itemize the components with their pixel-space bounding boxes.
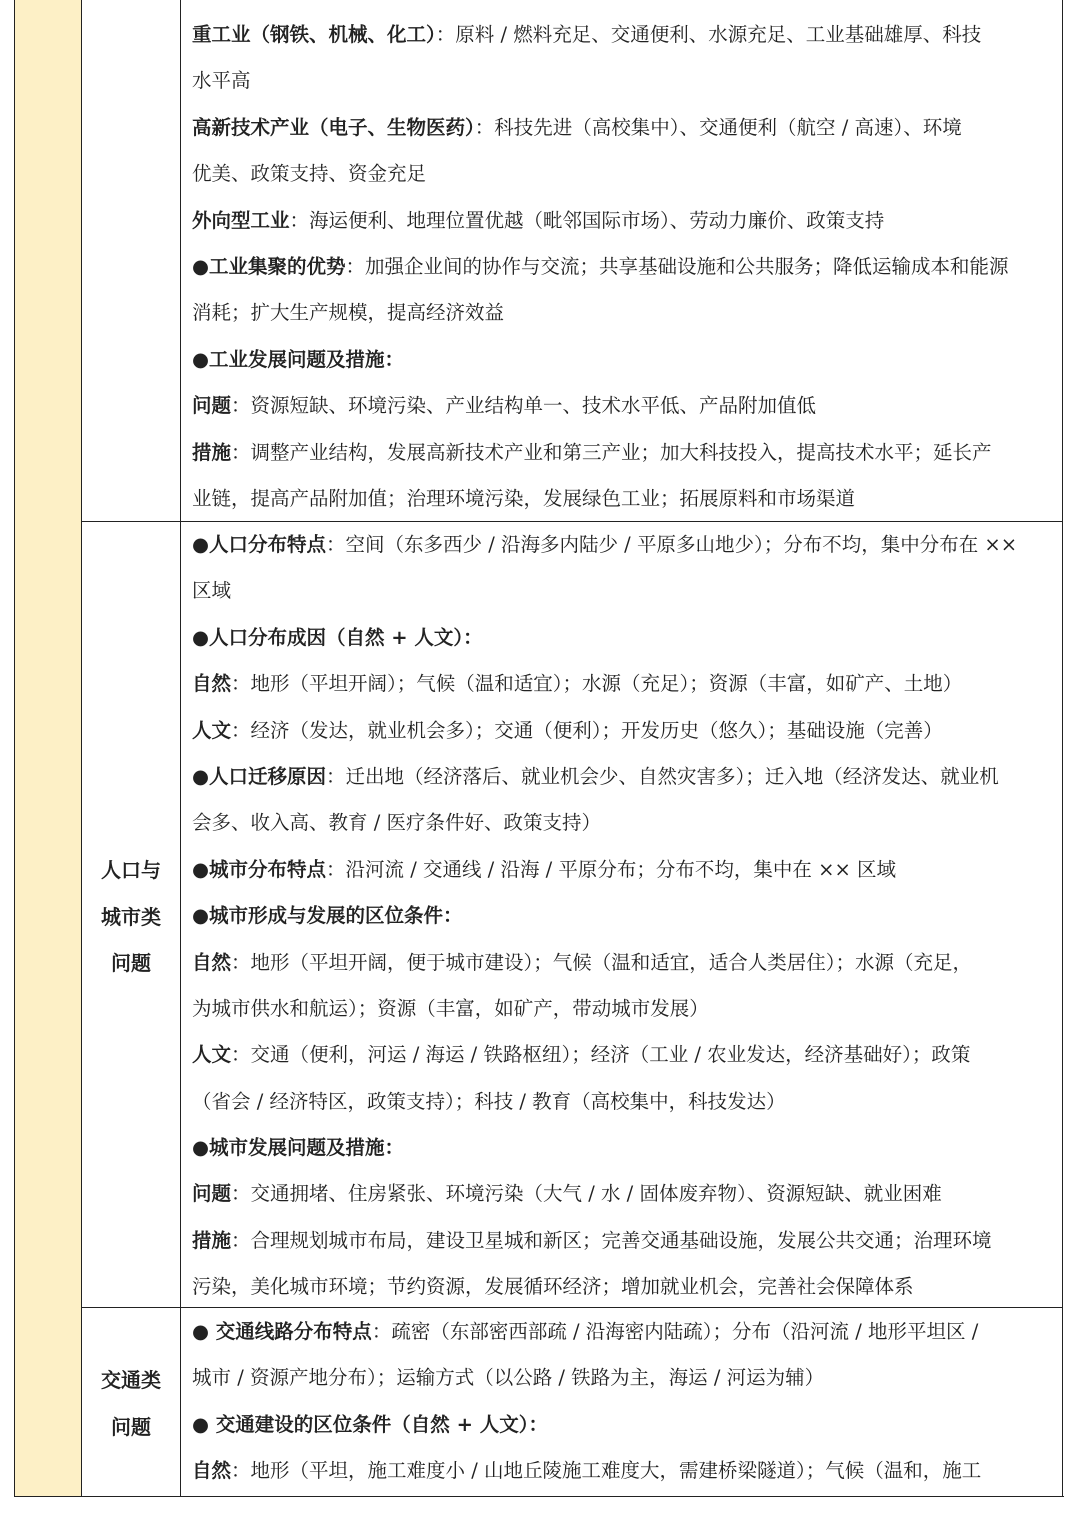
line-text: ：经济（发达，就业机会多）；交通（便利）；开发历史（悠久）；基础设施（完善） bbox=[231, 718, 943, 742]
line-key: 自然 bbox=[192, 950, 232, 974]
table-border-bottom bbox=[14, 1496, 1064, 1497]
content-line bbox=[192, 754, 1056, 800]
line-key: ● 交通线路分布特点 bbox=[192, 1320, 372, 1343]
category-line: 人口与 bbox=[101, 858, 161, 882]
content-line bbox=[192, 568, 1056, 614]
table-divider-band bbox=[81, 0, 82, 1497]
line-text: 会多、收入高、教育 / 医疗条件好、政策支持） bbox=[192, 811, 601, 835]
content-line bbox=[192, 151, 1056, 197]
line-text: ：空间（东多西少 / 沿海多内陆少 / 平原多山地少）；分布不均，集中分布在 ×× bbox=[326, 533, 1018, 556]
line-text: ：原料 / 燃料充足、交通便利、水源充足、工业基础雄厚、科技 bbox=[435, 23, 982, 46]
line-key: ●工业发展问题及措施： bbox=[192, 347, 405, 371]
line-key: ●人口分布成因（自然 + 人文）： bbox=[192, 625, 483, 649]
line-key: 措施 bbox=[192, 440, 232, 464]
line-text: （省会 / 经济特区，政策支持）；科技 / 教育（高校集中，科技发达） bbox=[192, 1089, 786, 1113]
table-border-left bbox=[14, 0, 15, 1497]
content-line bbox=[192, 337, 1056, 383]
content-line bbox=[192, 430, 1056, 476]
line-text: 城市 / 资源产地分布）；运输方式（以公路 / 铁路为主，海运 / 河运为辅） bbox=[192, 1366, 825, 1390]
line-text: ：调整产业结构，发展高新技术产业和第三产业；加大科技投入，提高技术水平；延长产 bbox=[231, 440, 992, 464]
content-line bbox=[192, 1079, 1056, 1125]
line-key: ●人口迁移原因 bbox=[192, 764, 327, 788]
content-line bbox=[192, 1218, 1056, 1264]
content-line bbox=[192, 1448, 1056, 1494]
row-population-city-content bbox=[180, 522, 1064, 1311]
line-text: ：交通拥堵、住房紧张、环境污染（大气 / 水 / 固体废弃物）、资源短缺、就业困难 bbox=[231, 1182, 942, 1206]
category-population-city bbox=[82, 847, 180, 987]
line-key: ●人口分布特点 bbox=[192, 533, 327, 556]
line-key: 自然 bbox=[192, 672, 232, 696]
line-text: 水平高 bbox=[192, 69, 251, 93]
knowledge-table bbox=[14, 0, 1064, 1497]
content-line bbox=[192, 800, 1056, 846]
line-text: 污染，美化城市环境；节约资源，发展循环经济；增加就业机会，完善社会保障体系 bbox=[192, 1275, 914, 1299]
category-line: 城市类 bbox=[101, 904, 161, 929]
content-line bbox=[192, 1125, 1056, 1171]
line-key: ● 交通建设的区位条件（自然 + 人文）： bbox=[192, 1412, 548, 1436]
content-line bbox=[192, 1264, 1056, 1310]
content-line bbox=[192, 986, 1056, 1032]
line-key: 问题 bbox=[192, 1182, 232, 1206]
row-transport-content bbox=[180, 1309, 1064, 1495]
content-line bbox=[192, 615, 1056, 661]
line-text: ：科技先进（高校集中）、交通便利（航空 / 高速）、环境 bbox=[474, 115, 962, 139]
content-line bbox=[192, 12, 1056, 58]
line-text: 消耗；扩大生产规模，提高经济效益 bbox=[192, 301, 505, 325]
line-text: ：海运便利、地理位置优越（毗邻国际市场）、劳动力廉价、政策支持 bbox=[289, 208, 885, 232]
line-text: ：地形（平坦，施工难度小 / 山地丘陵施工难度大，需建桥梁隧道）；气候（温和，施工 bbox=[231, 1459, 982, 1483]
line-key: 措施 bbox=[192, 1228, 232, 1252]
content-line bbox=[192, 661, 1056, 707]
line-text: ：地形（平坦开阔，便于城市建设）；气候（温和适宜，适合人类居住）；水源（充足， bbox=[231, 950, 973, 974]
line-text: 为城市供水和航运）；资源（丰富，如矿产，带动城市发展） bbox=[192, 996, 709, 1020]
content-line bbox=[192, 1309, 1056, 1355]
content-line bbox=[192, 105, 1056, 151]
line-key: ●城市发展问题及措施： bbox=[192, 1136, 405, 1160]
line-key: 人文 bbox=[192, 1043, 232, 1067]
category-line: 问题 bbox=[111, 951, 151, 975]
line-text: ：加强企业间的协作与交流；共享基础设施和公共服务；降低运输成本和能源 bbox=[345, 254, 1009, 278]
content-line bbox=[192, 522, 1056, 568]
line-key: ●城市分布特点 bbox=[192, 857, 327, 881]
line-text: ：沿河流 / 交通线 / 沿海 / 平原分布；分布不均，集中在 ×× 区域 bbox=[326, 857, 896, 881]
category-line: 交通类 bbox=[101, 1368, 161, 1392]
line-text: 区域 bbox=[192, 579, 232, 603]
content-line bbox=[192, 940, 1056, 986]
category-transport bbox=[82, 1357, 180, 1450]
line-text: ：交通（便利，河运 / 海运 / 铁路枢纽）；经济（工业 / 农业发达，经济基础好）；政策 bbox=[231, 1043, 971, 1067]
line-key: 外向型工业 bbox=[192, 208, 290, 232]
content-line bbox=[192, 244, 1056, 290]
line-text: 优美、政策支持、资金充足 bbox=[192, 162, 427, 186]
line-text: ：地形（平坦开阔）；气候（温和适宜）；水源（充足）；资源（丰富，如矿产、土地） bbox=[231, 672, 963, 696]
content-line bbox=[192, 847, 1056, 893]
content-line bbox=[192, 198, 1056, 244]
line-key: 问题 bbox=[192, 394, 232, 418]
line-text: ：疏密（东部密西部疏 / 沿海密内陆疏）；分布（沿河流 / 地形平坦区 / bbox=[371, 1320, 979, 1343]
category-line: 问题 bbox=[111, 1414, 151, 1439]
content-line bbox=[192, 290, 1056, 336]
line-key: 高新技术产业（电子、生物医药） bbox=[192, 115, 475, 139]
content-line bbox=[192, 476, 1056, 522]
content-line bbox=[192, 1032, 1056, 1078]
line-key: 自然 bbox=[192, 1459, 232, 1483]
content-line bbox=[192, 58, 1056, 104]
content-line bbox=[192, 1402, 1056, 1448]
content-line bbox=[192, 1171, 1056, 1217]
row-industry-content bbox=[180, 12, 1064, 522]
line-text: 业链，提高产品附加值；治理环境污染，发展绿色工业；拓展原料和市场渠道 bbox=[192, 486, 856, 510]
content-line bbox=[192, 708, 1056, 754]
left-color-band bbox=[14, 0, 81, 1497]
line-key: 重工业（钢铁、机械、化工） bbox=[192, 23, 436, 46]
line-text: ：资源短缺、环境污染、产业结构单一、技术水平低、产品附加值低 bbox=[231, 394, 817, 418]
line-key: ●工业集聚的优势 bbox=[192, 254, 346, 278]
line-text: ：合理规划城市布局，建设卫星城和新区；完善交通基础设施，发展公共交通；治理环境 bbox=[231, 1228, 992, 1252]
line-text: ：迁出地（经济落后、就业机会少、自然灾害多）；迁入地（经济发达、就业机 bbox=[326, 764, 999, 788]
content-line bbox=[192, 1355, 1056, 1401]
content-line bbox=[192, 893, 1056, 939]
content-line bbox=[192, 383, 1056, 429]
line-key: ●城市形成与发展的区位条件： bbox=[192, 904, 463, 928]
line-key: 人文 bbox=[192, 718, 232, 742]
